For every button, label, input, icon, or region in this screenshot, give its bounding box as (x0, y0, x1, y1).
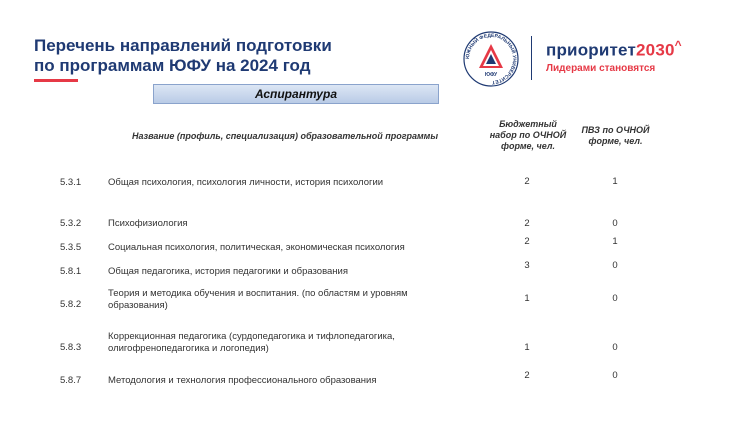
page-title (34, 36, 332, 76)
row-budget-value: 1 (524, 342, 530, 353)
brand-caret: ^ (674, 38, 682, 52)
row-budget-value: 1 (524, 293, 530, 304)
row-program-name: Теория и методика обучения и воспитания. (по областям и уровням образования) (108, 288, 408, 311)
row-pvz-value: 1 (612, 236, 618, 247)
column-header-budget: Бюджетный набор по ОЧНОЙ форме, чел. (489, 119, 567, 151)
row-pvz-value: 0 (612, 342, 618, 353)
brand-year: 2030 (636, 40, 675, 60)
education-level-banner: Аспирантура (153, 84, 439, 104)
priority-2030-logo (546, 38, 682, 74)
row-pvz-value: 1 (612, 176, 618, 187)
title-underline (34, 79, 78, 82)
emblem-ring-text: ЮЖНЫЙ ФЕДЕРАЛЬНЫЙ УНИВЕРСИТЕТ (464, 32, 518, 86)
row-pvz-value: 0 (612, 260, 618, 271)
row-code: 5.8.2 (60, 299, 82, 310)
row-code: 5.3.5 (60, 242, 82, 253)
row-program-name: Социальная психология, политическая, экономическая психология (108, 242, 405, 253)
title-line-1: Перечень направлений подготовки (34, 36, 332, 55)
row-program-name: Психофизиология (108, 218, 188, 229)
row-program-name: Методология и технология профессионального образования (108, 375, 377, 386)
row-pvz-value: 0 (612, 293, 618, 304)
row-program-name: Общая психология, психология личности, история психологии (108, 177, 384, 188)
row-code: 5.8.3 (60, 342, 82, 353)
row-budget-value: 2 (524, 370, 530, 381)
row-budget-value: 2 (524, 236, 530, 247)
row-code: 5.3.2 (60, 218, 82, 229)
title-line-2: по программам ЮФУ на 2024 год (34, 56, 311, 75)
row-pvz-value: 0 (612, 218, 618, 229)
brand-slogan: Лидерами становятся (546, 62, 656, 74)
row-code: 5.8.1 (60, 266, 82, 277)
row-budget-value: 2 (524, 176, 530, 187)
logo-divider (531, 36, 532, 80)
row-budget-value: 3 (524, 260, 530, 271)
row-pvz-value: 0 (612, 370, 618, 381)
brand-name: приоритет2030^ (546, 38, 682, 60)
row-budget-value: 2 (524, 218, 530, 229)
row-code: 5.3.1 (60, 177, 82, 188)
university-emblem-icon (462, 30, 520, 88)
row-program-name: Общая педагогика, история педагогики и образования (108, 266, 349, 277)
row-program-name: Коррекционная педагогика (сурдопедагогика и тифлопедагогика, олигофренопедагогика и логопедия) (108, 331, 395, 354)
emblem-caption: ЮФУ (484, 72, 498, 78)
row-code: 5.8.7 (60, 375, 82, 386)
column-header-name: Название (профиль, специализация) образовательной программы (131, 131, 439, 141)
column-header-pvz: ПВЗ по ОЧНОЙ форме, чел. (581, 125, 650, 146)
